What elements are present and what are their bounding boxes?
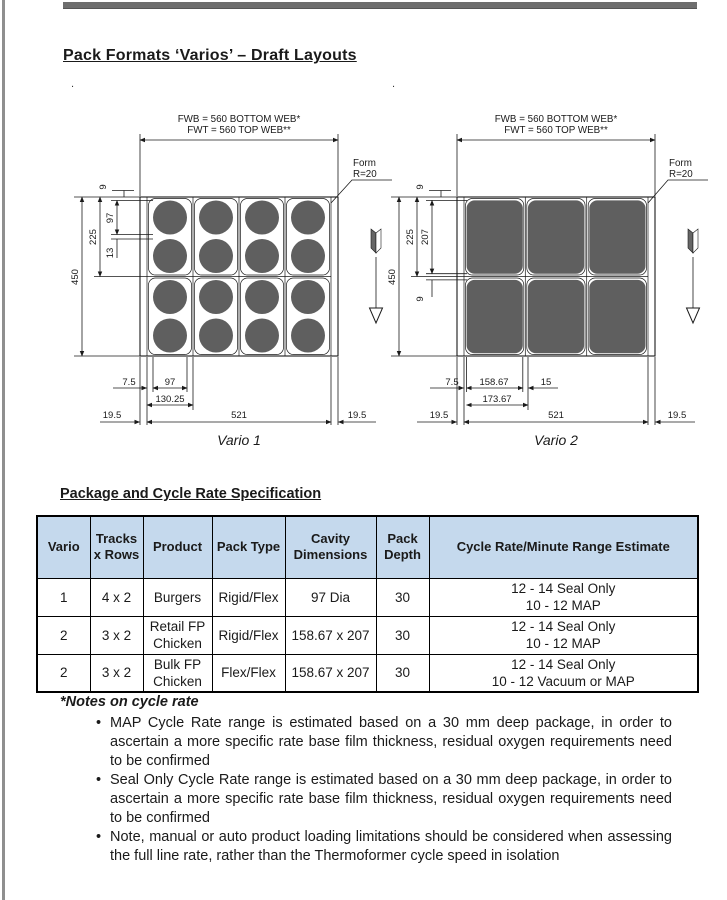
vario2-dim-19-5-left: 19.5	[429, 410, 449, 421]
cell-depth: 30	[376, 654, 429, 692]
vario1-dim-19-5-right: 19.5	[347, 410, 367, 421]
vario2-dim-173-67: 173.67	[482, 394, 512, 405]
cycle-rate-line: 12 - 14 Seal Only	[511, 581, 616, 596]
pack-layout-drawings	[0, 105, 727, 455]
vario1-form-label: Form	[353, 158, 376, 169]
bullet-icon: •	[96, 829, 102, 845]
cell-product: Bulk FP Chicken	[143, 654, 212, 692]
stray-mark: .	[392, 78, 396, 90]
vario1-dim-130-25: 130.25	[155, 394, 185, 405]
vario1-form-radius-label: R=20	[353, 169, 377, 180]
vario1-dim-521: 521	[231, 410, 247, 421]
vario1-dim-9: 9	[98, 184, 109, 190]
vario2-form-label: Form	[669, 158, 692, 169]
cell-product: Retail FP Chicken	[143, 616, 212, 654]
vario2-dim-15: 15	[540, 377, 552, 388]
col-header-vario: Vario	[37, 516, 90, 578]
cell-tracks-rows: 4 x 2	[90, 578, 143, 616]
cell-cavity: 158.67 x 207	[285, 654, 376, 692]
col-header-pack-depth: Pack Depth	[376, 516, 429, 578]
cell-depth: 30	[376, 616, 429, 654]
table-header-row	[37, 516, 698, 578]
cell-vario: 1	[37, 578, 90, 616]
vario1-dim-450: 450	[70, 269, 81, 285]
vario1-dim-225: 225	[88, 229, 99, 245]
cycle-rate-line: 10 - 12 Vacuum or MAP	[491, 673, 635, 689]
vario1-bottom-web-label: FWB = 560 BOTTOM WEB*	[177, 114, 301, 125]
cycle-rate-line: 12 - 14 Seal Only	[511, 656, 616, 672]
cell-product: Burgers	[143, 578, 212, 616]
cell-vario: 2	[37, 616, 90, 654]
vario2-dim-521: 521	[548, 410, 564, 421]
vario1-dim-7-5: 7.5	[122, 377, 136, 388]
vario2-dim-225: 225	[405, 229, 416, 245]
vario2-feed-direction-arrow	[687, 229, 700, 323]
list-item	[60, 828, 672, 866]
cell-cycle-rate	[429, 654, 698, 692]
cell-pack-type: Rigid/Flex	[212, 616, 285, 654]
note-text: Seal Only Cycle Rate range is estimated based on a 30 mm deep package, in order to ascertain a more specific rate base film thickness, residual oxygen requirements need to be confirmed	[110, 772, 672, 826]
notes-heading: *Notes on cycle rate	[60, 694, 199, 710]
vario2-dim-450: 450	[387, 269, 398, 285]
list-item	[60, 771, 672, 828]
vario2-dim-207: 207	[420, 229, 431, 245]
vario1-dim-97h: 97	[105, 212, 116, 224]
vario1-dim-19-5-left: 19.5	[102, 410, 122, 421]
table-row	[37, 578, 698, 616]
vario2-dim-158-67: 158.67	[479, 377, 509, 388]
vario2-form-radius-label: R=20	[669, 169, 693, 180]
vario2-left-dimensions	[387, 184, 467, 356]
cycle-rate-line: 10 - 12 MAP	[525, 598, 601, 613]
vario2-dim-9-top: 9	[415, 184, 426, 190]
list-item	[60, 714, 672, 771]
note-text: MAP Cycle Rate range is estimated based on a 30 mm deep package, in order to ascertain a more specific rate base film thickness, residual oxygen requirements need to be confirmed	[110, 715, 672, 769]
bullet-icon: •	[96, 715, 102, 731]
cell-cycle-rate	[429, 616, 698, 654]
vario2-bottom-dimensions	[417, 357, 695, 425]
package-cycle-rate-table	[36, 515, 699, 693]
vario1-caption: Vario 1	[217, 432, 261, 448]
cell-cavity: 97 Dia	[285, 578, 376, 616]
cell-tracks-rows: 3 x 2	[90, 616, 143, 654]
cell-pack-type: Rigid/Flex	[212, 578, 285, 616]
vario1-bottom-dimensions	[100, 357, 376, 425]
vario1-feed-direction-arrow	[370, 229, 383, 323]
spec-section-heading: Package and Cycle Rate Specification	[60, 486, 322, 502]
cell-depth: 30	[376, 578, 429, 616]
vario2-dim-7-5: 7.5	[445, 377, 459, 388]
cycle-rate-line: 12 - 14 Seal Only	[511, 619, 616, 634]
page-title: Pack Formats ‘Varios’ – Draft Layouts	[63, 47, 357, 64]
vario1-dim-13: 13	[105, 247, 116, 259]
bullet-icon: •	[96, 772, 102, 788]
col-header-pack-type: Pack Type	[212, 516, 285, 578]
vario1-top-web-label: FWT = 560 TOP WEB**	[187, 125, 291, 136]
note-text: Note, manual or auto product loading limitations should be considered when assessing the full line rate, rather than the Thermoformer cycle speed in isolation	[110, 829, 672, 864]
vario2-dim-19-5-right: 19.5	[667, 410, 687, 421]
col-header-cycle-rate: Cycle Rate/Minute Range Estimate	[429, 516, 698, 578]
col-header-product: Product	[143, 516, 212, 578]
vario2-caption: Vario 2	[534, 432, 578, 448]
cell-cycle-rate	[429, 578, 698, 616]
vario1-drawing	[70, 114, 392, 448]
vario1-dim-97w: 97	[164, 377, 176, 388]
vario2-drawing	[387, 114, 708, 448]
notes-section	[60, 694, 672, 866]
vario2-top-web-label: FWT = 560 TOP WEB**	[504, 125, 608, 136]
cell-vario: 2	[37, 654, 90, 692]
page-top-bar	[63, 2, 697, 9]
cell-cavity: 158.67 x 207	[285, 616, 376, 654]
stray-mark: .	[71, 78, 75, 90]
table-row	[37, 616, 698, 654]
table-row	[37, 654, 698, 692]
col-header-tracks-rows: Tracks x Rows	[90, 516, 143, 578]
cell-tracks-rows: 3 x 2	[90, 654, 143, 692]
vario2-bottom-web-label: FWB = 560 BOTTOM WEB*	[494, 114, 618, 125]
cycle-rate-line: 10 - 12 MAP	[525, 636, 601, 651]
col-header-cavity-dimensions: Cavity Dimensions	[285, 516, 376, 578]
cell-pack-type: Flex/Flex	[212, 654, 285, 692]
vario2-dim-9-gap: 9	[415, 296, 426, 302]
